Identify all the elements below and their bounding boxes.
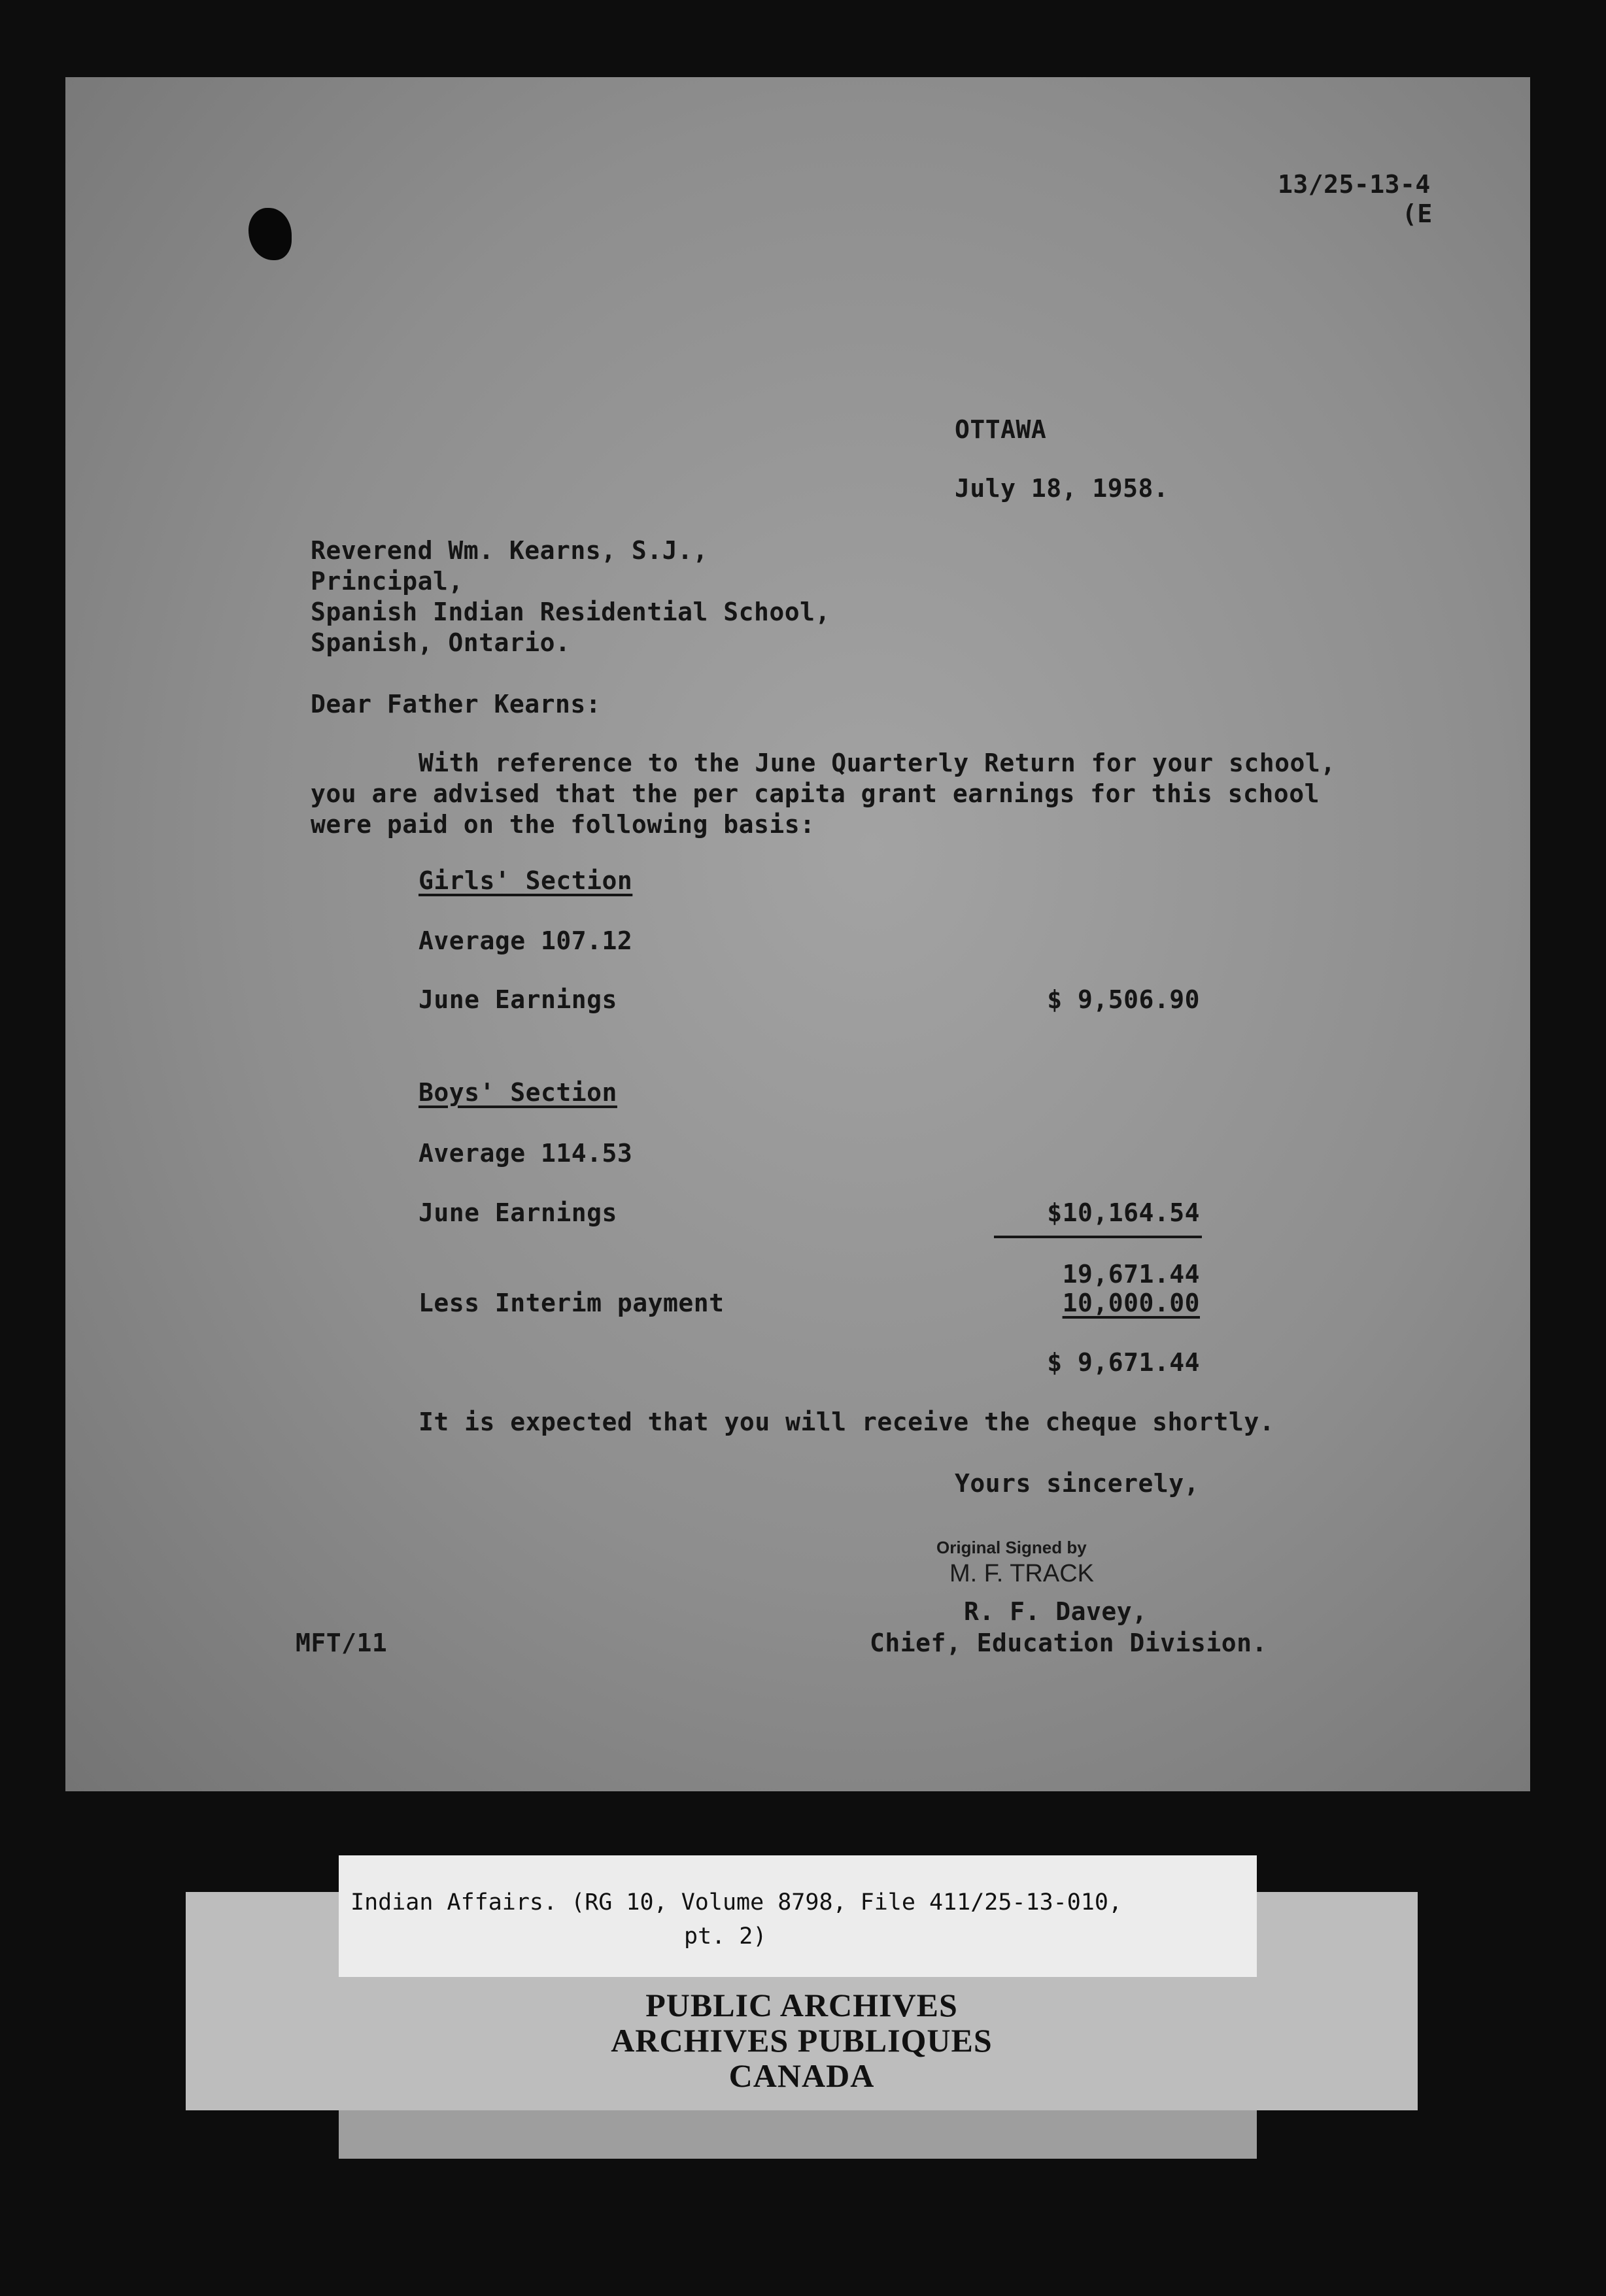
complimentary-close: Yours sincerely,	[955, 1469, 1200, 1498]
archive-reference-slip	[339, 1855, 1257, 1977]
interim-amount: 10,000.00	[1062, 1289, 1200, 1317]
letter-page	[65, 77, 1530, 1791]
file-suffix: (E	[1402, 199, 1433, 228]
letter-date: July 18, 1958.	[955, 474, 1169, 503]
original-signed-stamp: Original Signed by	[936, 1538, 1087, 1557]
signer-name: R. F. Davey,	[964, 1597, 1148, 1626]
punch-hole	[248, 208, 292, 260]
recipient-line: Spanish, Ontario.	[311, 628, 571, 657]
archive-label-base	[339, 2104, 1257, 2159]
intro-line: were paid on the following basis:	[311, 810, 815, 839]
signer-title: Chief, Education Division.	[870, 1629, 1267, 1657]
closing-note: It is expected that you will receive the cheque shortly.	[419, 1408, 1275, 1436]
subtotal-rule	[994, 1236, 1202, 1238]
boys-earnings-amount: $10,164.54	[1047, 1198, 1200, 1227]
archive-reference-line: Indian Affairs. (RG 10, Volume 8798, File 411/25-13-010,	[350, 1889, 1123, 1916]
intro-line: you are advised that the per capita grant earnings for this school	[311, 779, 1320, 808]
balance-amount: $ 9,671.44	[1047, 1348, 1200, 1377]
recipient-line: Reverend Wm. Kearns, S.J.,	[311, 536, 708, 565]
boys-section-heading: Boys' Section	[419, 1078, 617, 1107]
salutation: Dear Father Kearns:	[311, 690, 602, 718]
intro-line: With reference to the June Quarterly Return for your school,	[419, 749, 1336, 777]
reference-initials: MFT/11	[296, 1629, 388, 1657]
file-number: 13/25-13-4	[1278, 170, 1431, 199]
subtotal-amount: 19,671.44	[1062, 1260, 1200, 1289]
archive-name-fr: ARCHIVES PUBLIQUES	[611, 2022, 993, 2059]
archive-name-en: PUBLIC ARCHIVES	[645, 1987, 958, 2023]
girls-average: Average 107.12	[419, 926, 633, 955]
girls-section-heading: Girls' Section	[419, 866, 633, 895]
place: OTTAWA	[955, 415, 1047, 444]
interim-label: Less Interim payment	[419, 1289, 725, 1317]
archive-reference-line: pt. 2)	[684, 1923, 767, 1950]
girls-earnings-amount: $ 9,506.90	[1047, 985, 1200, 1014]
recipient-line: Spanish Indian Residential School,	[311, 598, 830, 626]
girls-earnings-label: June Earnings	[419, 985, 617, 1014]
boys-average: Average 114.53	[419, 1139, 633, 1168]
boys-earnings-label: June Earnings	[419, 1198, 617, 1227]
stamp-signatory: M. F. TRACK	[949, 1560, 1094, 1587]
archive-country: CANADA	[728, 2057, 875, 2094]
recipient-line: Principal,	[311, 567, 464, 596]
